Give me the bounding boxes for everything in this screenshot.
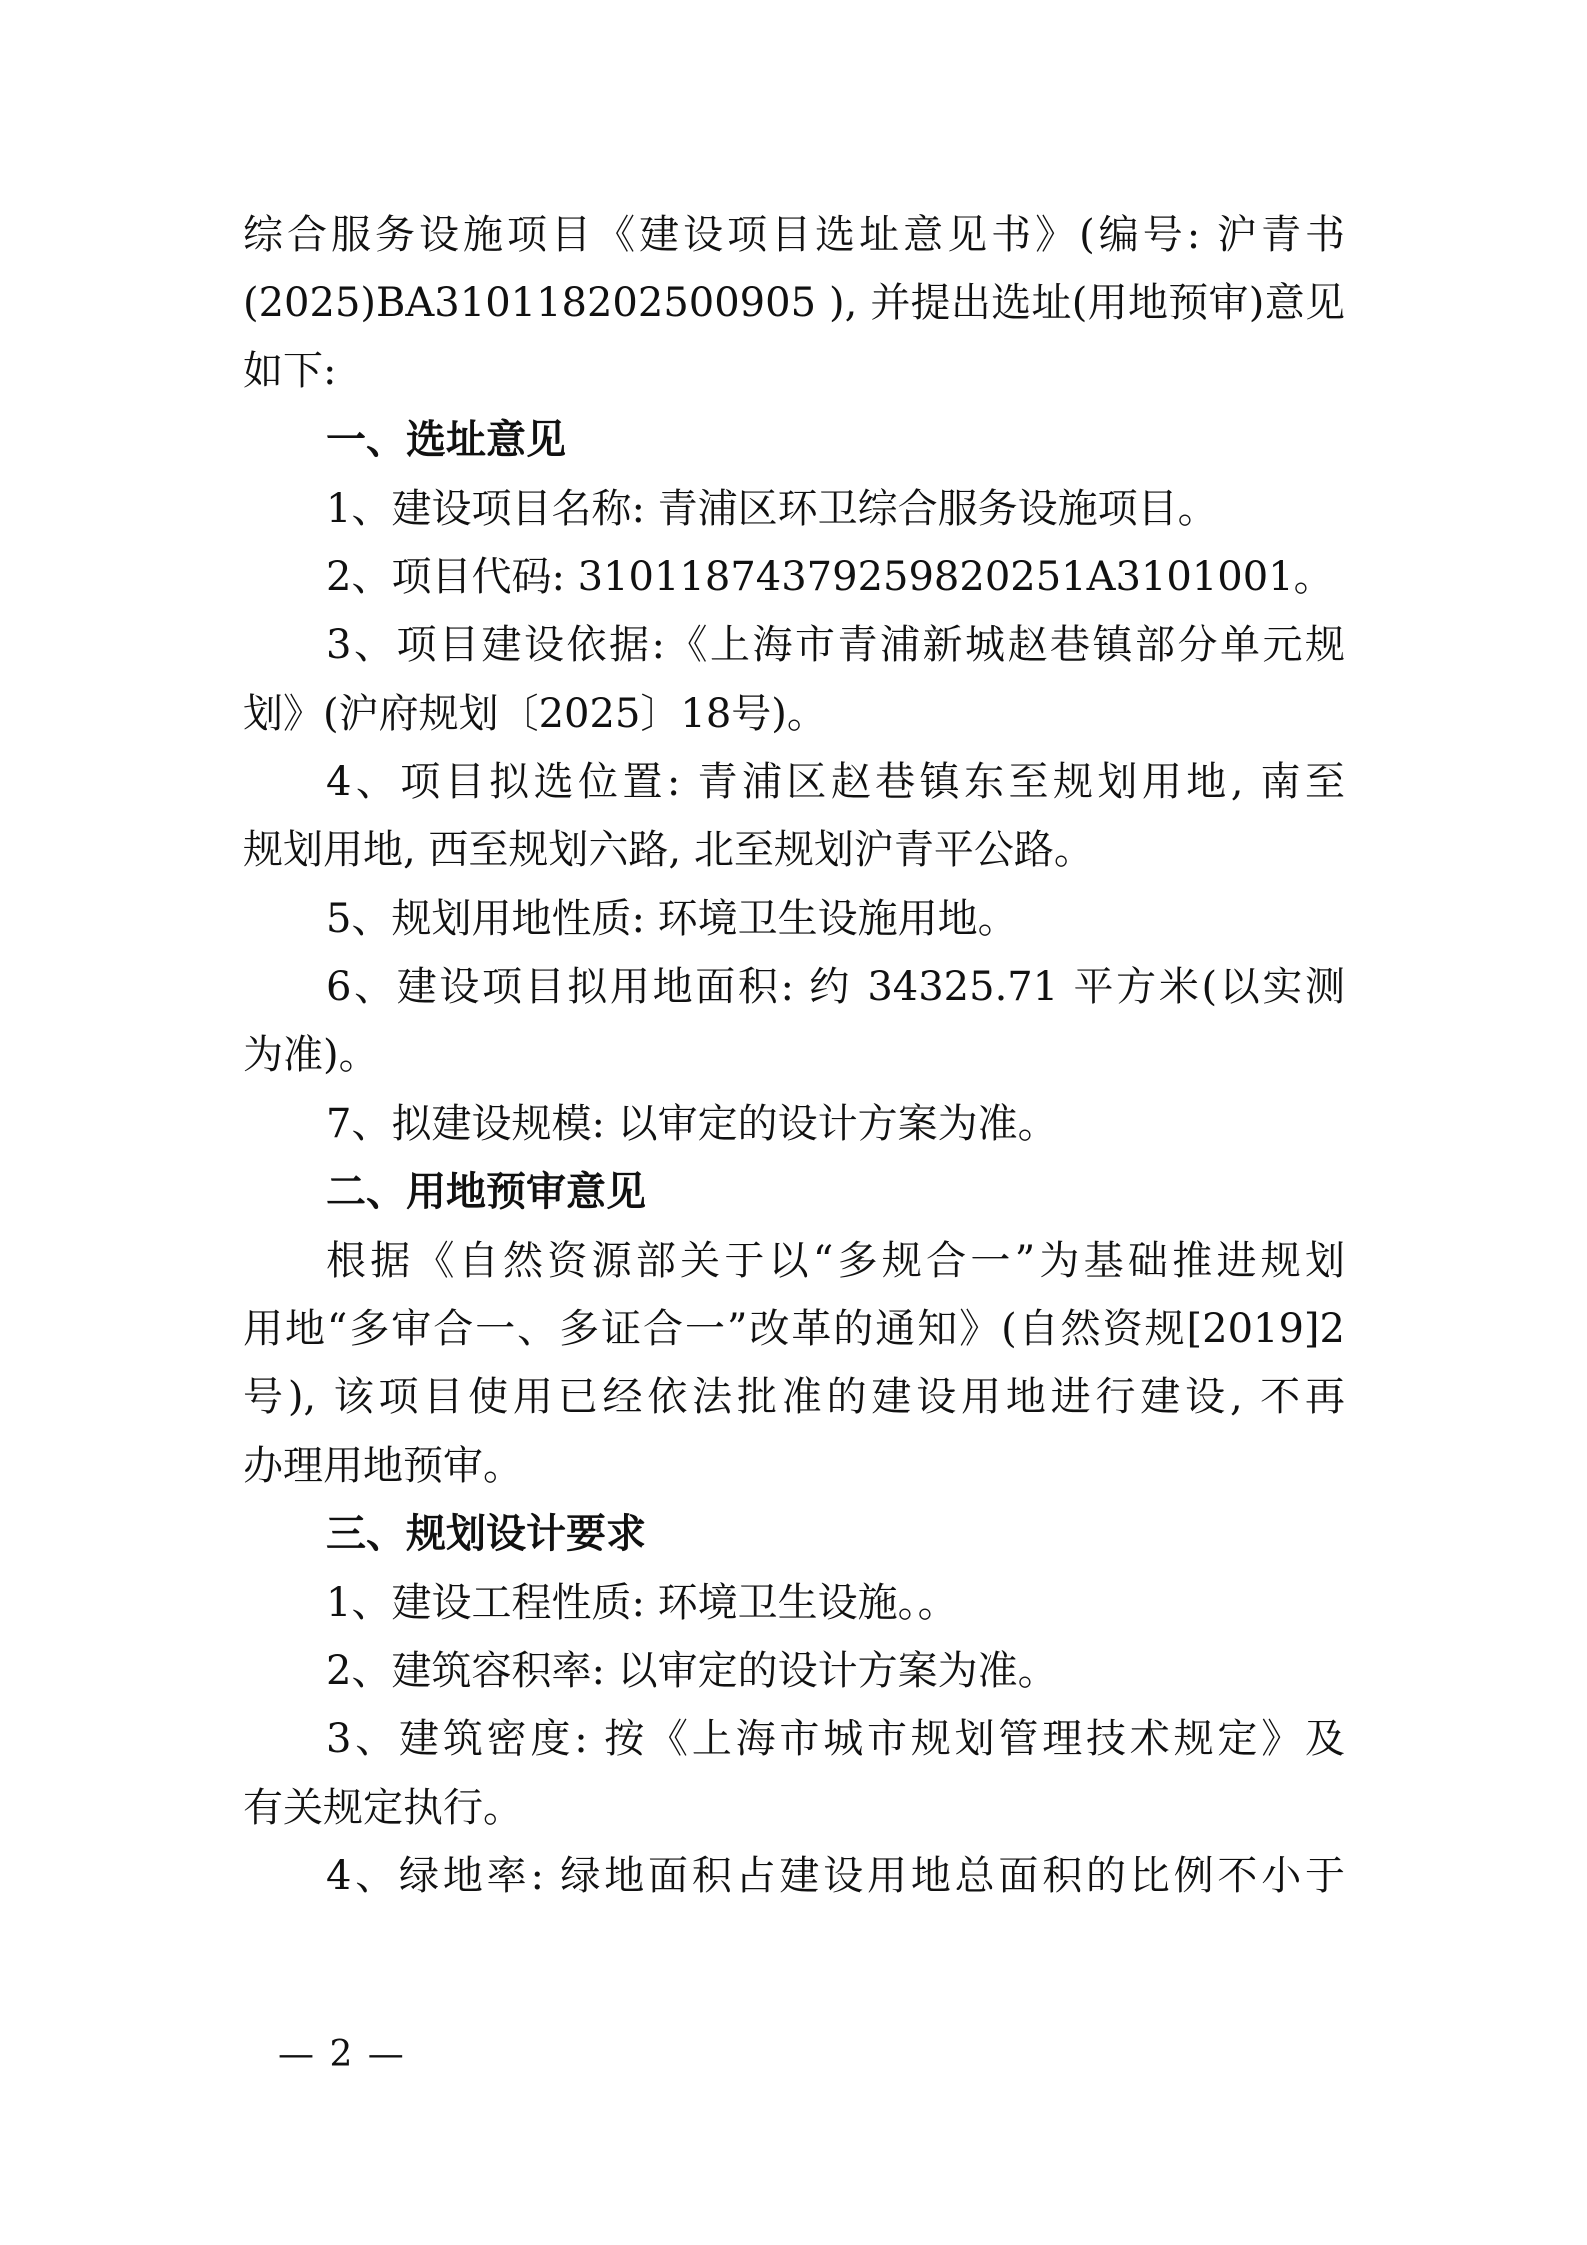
- section-1-item-7: 7、拟建设规模: 以审定的设计方案为准。: [326, 1101, 1058, 1147]
- section-2-line-3: 号), 该项目使用已经依法批准的建设用地进行建设, 不再: [243, 1374, 1345, 1420]
- section-1-item-1: 1、建设项目名称: 青浦区环卫综合服务设施项目。: [326, 486, 1218, 532]
- section-3-item-1: 1、建设工程性质: 环境卫生设施。。: [326, 1580, 958, 1626]
- section-1-item-3-line-1: 3、项目建设依据:《上海市青浦新城赵巷镇部分单元规: [326, 622, 1345, 668]
- section-1-item-4-line-1: 4、项目拟选位置: 青浦区赵巷镇东至规划用地, 南至: [326, 759, 1345, 805]
- section-1-item-3-line-2: 划》(沪府规划〔2025〕18号)。: [243, 691, 827, 737]
- section-3-item-4: 4、绿地率: 绿地面积占建设用地总面积的比例不小于: [326, 1853, 1345, 1899]
- section-2-line-1: 根据《自然资源部关于以“多规合一”为基础推进规划: [326, 1238, 1345, 1284]
- section-1-item-6-line-1: 6、建设项目拟用地面积: 约 34325.71 平方米(以实测: [326, 964, 1345, 1010]
- intro-line-2: (2025)BA310118202500905 ), 并提出选址(用地预审)意见: [243, 280, 1345, 326]
- page-number: — 2 —: [278, 2034, 406, 2075]
- section-2-line-4: 办理用地预审。: [243, 1443, 523, 1489]
- section-1-heading: 一、选址意见: [326, 417, 566, 463]
- intro-line-1: 综合服务设施项目《建设项目选址意见书》(编号: 沪青书: [243, 212, 1345, 258]
- section-3-item-3-line-1: 3、建筑密度: 按《上海市城市规划管理技术规定》及: [326, 1716, 1345, 1762]
- section-2-heading: 二、用地预审意见: [326, 1169, 646, 1215]
- section-1-item-5: 5、规划用地性质: 环境卫生设施用地。: [326, 896, 1018, 942]
- section-3-heading: 三、规划设计要求: [326, 1511, 646, 1557]
- section-2-line-2: 用地“多审合一、多证合一”改革的通知》(自然资规[2019]2: [243, 1306, 1345, 1352]
- section-3-item-3-line-2: 有关规定执行。: [243, 1785, 523, 1831]
- section-3-item-2: 2、建筑容积率: 以审定的设计方案为准。: [326, 1648, 1058, 1694]
- section-1-item-2: 2、项目代码: 31011874379259820251A3101001。: [326, 554, 1334, 600]
- section-1-item-4-line-2: 规划用地, 西至规划六路, 北至规划沪青平公路。: [243, 827, 1094, 873]
- intro-line-3: 如下:: [243, 348, 337, 394]
- section-1-item-6-line-2: 为准)。: [243, 1032, 379, 1078]
